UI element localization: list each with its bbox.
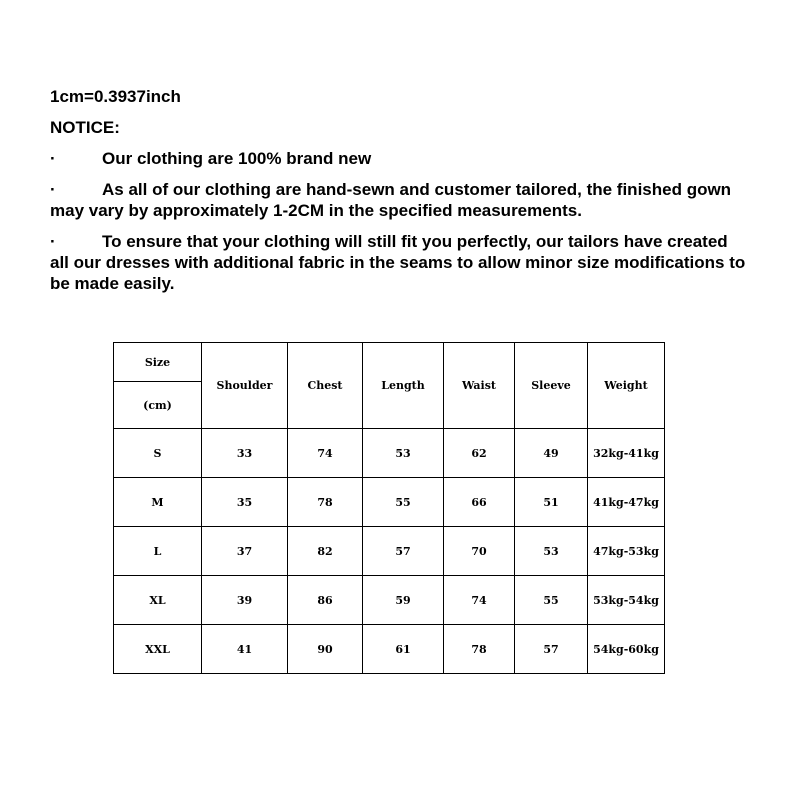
table-cell: 55 [363,478,444,527]
table-cell: 82 [288,527,363,576]
notice-section [50,86,750,304]
size-chart-table [113,342,665,674]
table-row [114,478,665,527]
column-header: Sleeve [515,343,588,429]
size-cell: L [114,527,202,576]
table-cell: 54kg-60kg [588,625,665,674]
table-cell: 90 [288,625,363,674]
column-header: Length [363,343,444,429]
table-cell: 55 [515,576,588,625]
table-cell: 41kg-47kg [588,478,665,527]
table-cell: 32kg-41kg [588,429,665,478]
size-cell: XL [114,576,202,625]
table-cell: 47kg-53kg [588,527,665,576]
table-cell: 35 [202,478,288,527]
table-cell: 53kg-54kg [588,576,665,625]
unit-header: (cm) [114,382,202,429]
table-cell: 39 [202,576,288,625]
table-cell: 78 [288,478,363,527]
column-header: Shoulder [202,343,288,429]
notice-item [50,231,750,294]
table-cell: 59 [363,576,444,625]
table-row [114,527,665,576]
table-cell: 41 [202,625,288,674]
notice-item [50,179,750,221]
bullet: · [50,232,56,251]
table-cell: 74 [444,576,515,625]
table-cell: 33 [202,429,288,478]
size-cell: XXL [114,625,202,674]
notice-title: NOTICE: [50,118,120,137]
table-cell: 78 [444,625,515,674]
column-header: Weight [588,343,665,429]
table-cell: 51 [515,478,588,527]
notice-item-text: As all of our clothing are hand-sewn and customer tailored, the finished gown may vary by approximately 1-2CM in the specified measurements. [50,180,732,220]
notice-item-text: To ensure that your clothing will still fit you perfectly, our tailors have created all our dresses with additional fabric in the seams to allow minor size modifications to be made easily. [50,232,746,293]
notice-item-text: Our clothing are 100% brand new [102,149,372,168]
unit-conversion: 1cm=0.3937inch [50,87,181,106]
table-cell: 61 [363,625,444,674]
table-cell: 53 [515,527,588,576]
table-cell: 57 [363,527,444,576]
table-row [114,576,665,625]
table-cell: 53 [363,429,444,478]
table-row [114,625,665,674]
table-cell: 86 [288,576,363,625]
table-cell: 62 [444,429,515,478]
table-row [114,429,665,478]
table-cell: 37 [202,527,288,576]
bullet: · [50,149,56,168]
column-header: Chest [288,343,363,429]
table-header-row [114,343,665,382]
table-cell: 49 [515,429,588,478]
table-cell: 74 [288,429,363,478]
table-cell: 57 [515,625,588,674]
size-cell: S [114,429,202,478]
table-cell: 66 [444,478,515,527]
table-cell: 70 [444,527,515,576]
bullet: · [50,180,56,199]
column-header: Waist [444,343,515,429]
notice-item [50,148,750,169]
size-header: Size [114,343,202,382]
size-cell: M [114,478,202,527]
